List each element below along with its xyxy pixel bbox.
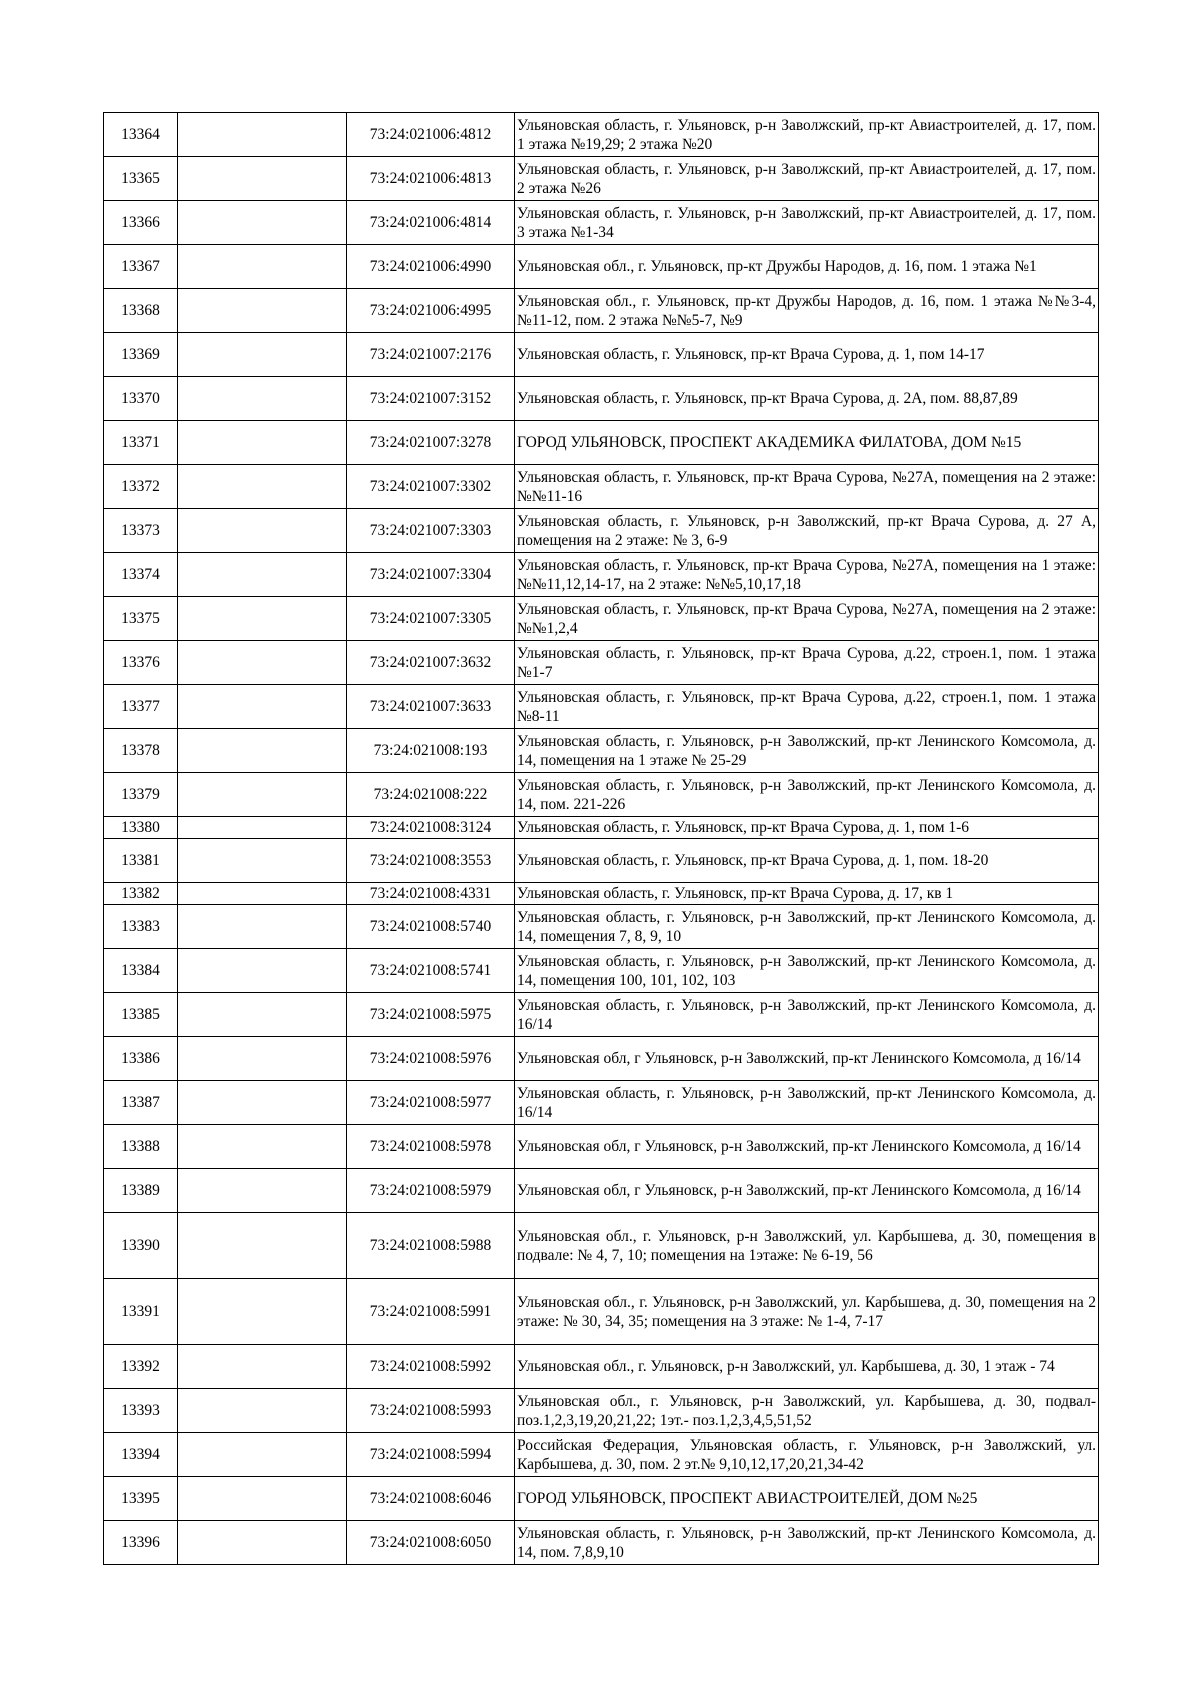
address: Ульяновская область, г. Ульяновск, пр-кт Врача Сурова, №27А, помещения на 1 этаже: №№11,12,14-17, на 2 этаже: №№5,10,17,18	[515, 553, 1099, 597]
cadastral-number: 73:24:021008:5988	[347, 1213, 515, 1279]
row-number: 13396	[104, 1521, 178, 1565]
cadastral-number: 73:24:021008:5991	[347, 1279, 515, 1345]
address: Ульяновская область, г. Ульяновск, р-н Заволжский, пр-кт Ленинского Комсомола, д. 16/14	[515, 1081, 1099, 1125]
empty-cell	[178, 421, 347, 465]
cadastral-number: 73:24:021008:3553	[347, 839, 515, 883]
address: Ульяновская обл., г. Ульяновск, пр-кт Дружбы Народов, д. 16, пом. 1 этажа №1	[515, 245, 1099, 289]
table-row	[104, 1037, 1099, 1081]
empty-cell	[178, 773, 347, 817]
row-number: 13371	[104, 421, 178, 465]
table-row	[104, 729, 1099, 773]
cadastral-number: 73:24:021008:6050	[347, 1521, 515, 1565]
table-row	[104, 1389, 1099, 1433]
table-row	[104, 1477, 1099, 1521]
table-row	[104, 685, 1099, 729]
table-row	[104, 421, 1099, 465]
table-row	[104, 817, 1099, 839]
cadastral-number: 73:24:021007:3305	[347, 597, 515, 641]
empty-cell	[178, 1125, 347, 1169]
row-number: 13382	[104, 883, 178, 905]
empty-cell	[178, 553, 347, 597]
table-row	[104, 157, 1099, 201]
empty-cell	[178, 201, 347, 245]
row-number: 13370	[104, 377, 178, 421]
row-number: 13391	[104, 1279, 178, 1345]
table-row	[104, 113, 1099, 157]
address: Ульяновская область, г. Ульяновск, р-н Заволжский, пр-кт Ленинского Комсомола, д. 14, пом. 221-226	[515, 773, 1099, 817]
address: Ульяновская обл, г Ульяновск, р-н Заволжский, пр-кт Ленинского Комсомола, д 16/14	[515, 1037, 1099, 1081]
row-number: 13373	[104, 509, 178, 553]
address: Ульяновская обл., г. Ульяновск, р-н Заволжский, ул. Карбышева, д. 30, подвал- поз.1,2,3,19,20,21,22; 1эт.- поз.1,2,3,4,5,51,52	[515, 1389, 1099, 1433]
address: ГОРОД УЛЬЯНОВСК, ПРОСПЕКТ АВИАСТРОИТЕЛЕЙ, ДОМ №25	[515, 1477, 1099, 1521]
row-number: 13377	[104, 685, 178, 729]
row-number: 13365	[104, 157, 178, 201]
address: Ульяновская область, г. Ульяновск, р-н Заволжский, пр-кт Авиастроителей, д. 17, пом. 2 этажа №26	[515, 157, 1099, 201]
cadastral-number: 73:24:021008:5740	[347, 905, 515, 949]
row-number: 13369	[104, 333, 178, 377]
cadastral-number: 73:24:021008:222	[347, 773, 515, 817]
row-number: 13388	[104, 1125, 178, 1169]
table-row	[104, 1279, 1099, 1345]
table-row	[104, 1169, 1099, 1213]
cadastral-number: 73:24:021007:3303	[347, 509, 515, 553]
table-row	[104, 1521, 1099, 1565]
row-number: 13374	[104, 553, 178, 597]
table-row	[104, 1433, 1099, 1477]
row-number: 13366	[104, 201, 178, 245]
table-row	[104, 773, 1099, 817]
table-row	[104, 905, 1099, 949]
address: Ульяновская область, г. Ульяновск, пр-кт Врача Сурова, д. 2А, пом. 88,87,89	[515, 377, 1099, 421]
row-number: 13395	[104, 1477, 178, 1521]
cadastral-number: 73:24:021008:4331	[347, 883, 515, 905]
empty-cell	[178, 993, 347, 1037]
address: Ульяновская область, г. Ульяновск, пр-кт Врача Сурова, д.22, строен.1, пом. 1 этажа №1-7	[515, 641, 1099, 685]
empty-cell	[178, 1279, 347, 1345]
cadastral-number: 73:24:021008:5975	[347, 993, 515, 1037]
address: Ульяновская область, г. Ульяновск, р-н Заволжский, пр-кт Ленинского Комсомола, д. 14, помещения 100, 101, 102, 103	[515, 949, 1099, 993]
cadastral-number: 73:24:021008:5741	[347, 949, 515, 993]
address: Ульяновская область, г. Ульяновск, р-н Заволжский, пр-кт Авиастроителей, д. 17, пом. 1 этажа №19,29; 2 этажа №20	[515, 113, 1099, 157]
empty-cell	[178, 817, 347, 839]
cadastral-number: 73:24:021006:4990	[347, 245, 515, 289]
table-row	[104, 1213, 1099, 1279]
row-number: 13376	[104, 641, 178, 685]
table-row	[104, 465, 1099, 509]
address: Ульяновская область, г. Ульяновск, р-н Заволжский, пр-кт Ленинского Комсомола, д. 14, помещения на 1 этаже № 25-29	[515, 729, 1099, 773]
empty-cell	[178, 1213, 347, 1279]
address: Ульяновская область, г. Ульяновск, р-н Заволжский, пр-кт Врача Сурова, д. 27 А, помещения на 2 этаже: № 3, 6-9	[515, 509, 1099, 553]
table-row	[104, 597, 1099, 641]
table-row	[104, 201, 1099, 245]
row-number: 13381	[104, 839, 178, 883]
row-number: 13367	[104, 245, 178, 289]
address: Ульяновская обл., г. Ульяновск, р-н Заволжский, ул. Карбышева, д. 30, помещения на 2 этаже: № 30, 34, 35; помещения на 3 этаже: № 1-4, 7-17	[515, 1279, 1099, 1345]
cadastral-number: 73:24:021008:5979	[347, 1169, 515, 1213]
cadastral-number: 73:24:021006:4814	[347, 201, 515, 245]
empty-cell	[178, 1477, 347, 1521]
row-number: 13364	[104, 113, 178, 157]
address: Ульяновская обл, г Ульяновск, р-н Заволжский, пр-кт Ленинского Комсомола, д 16/14	[515, 1169, 1099, 1213]
cadastral-number: 73:24:021006:4812	[347, 113, 515, 157]
row-number: 13380	[104, 817, 178, 839]
row-number: 13390	[104, 1213, 178, 1279]
row-number: 13372	[104, 465, 178, 509]
address: Ульяновская область, г. Ульяновск, пр-кт Врача Сурова, д.22, строен.1, пом. 1 этажа №8-11	[515, 685, 1099, 729]
row-number: 13378	[104, 729, 178, 773]
address: ГОРОД УЛЬЯНОВСК, ПРОСПЕКТ АКАДЕМИКА ФИЛАТОВА, ДОМ №15	[515, 421, 1099, 465]
table-row	[104, 509, 1099, 553]
table-row	[104, 993, 1099, 1037]
empty-cell	[178, 641, 347, 685]
table-row	[104, 377, 1099, 421]
table-row	[104, 1345, 1099, 1389]
empty-cell	[178, 1389, 347, 1433]
cadastral-number: 73:24:021006:4995	[347, 289, 515, 333]
empty-cell	[178, 1081, 347, 1125]
empty-cell	[178, 377, 347, 421]
empty-cell	[178, 1345, 347, 1389]
address: Ульяновская область, г. Ульяновск, пр-кт Врача Сурова, №27А, помещения на 2 этаже: №№1,2,4	[515, 597, 1099, 641]
cadastral-number: 73:24:021007:3633	[347, 685, 515, 729]
empty-cell	[178, 333, 347, 377]
address: Ульяновская область, г. Ульяновск, пр-кт Врача Сурова, д. 1, пом 14-17	[515, 333, 1099, 377]
cadastral-number: 73:24:021007:2176	[347, 333, 515, 377]
empty-cell	[178, 839, 347, 883]
row-number: 13393	[104, 1389, 178, 1433]
row-number: 13389	[104, 1169, 178, 1213]
address: Ульяновская область, г. Ульяновск, пр-кт Врача Сурова, д. 17, кв 1	[515, 883, 1099, 905]
address: Ульяновская область, г. Ульяновск, р-н Заволжский, пр-кт Авиастроителей, д. 17, пом. 3 этажа №1-34	[515, 201, 1099, 245]
empty-cell	[178, 289, 347, 333]
empty-cell	[178, 729, 347, 773]
table-row	[104, 949, 1099, 993]
cadastral-number: 73:24:021008:5993	[347, 1389, 515, 1433]
address: Ульяновская область, г. Ульяновск, р-н Заволжский, пр-кт Ленинского Комсомола, д. 16/14	[515, 993, 1099, 1037]
empty-cell	[178, 685, 347, 729]
table-row	[104, 289, 1099, 333]
empty-cell	[178, 1037, 347, 1081]
cadastral-number: 73:24:021007:3152	[347, 377, 515, 421]
address: Ульяновская обл., г. Ульяновск, р-н Заволжский, ул. Карбышева, д. 30, помещения в подвале: № 4, 7, 10; помещения на 1этаже: № 6-19, 56	[515, 1213, 1099, 1279]
row-number: 13394	[104, 1433, 178, 1477]
empty-cell	[178, 113, 347, 157]
address: Ульяновская обл, г Ульяновск, р-н Заволжский, пр-кт Ленинского Комсомола, д 16/14	[515, 1125, 1099, 1169]
row-number: 13385	[104, 993, 178, 1037]
cadastral-number: 73:24:021007:3632	[347, 641, 515, 685]
cadastral-number: 73:24:021007:3278	[347, 421, 515, 465]
cadastral-number: 73:24:021008:5978	[347, 1125, 515, 1169]
empty-cell	[178, 1521, 347, 1565]
address: Ульяновская область, г. Ульяновск, пр-кт Врача Сурова, д. 1, пом 1-6	[515, 817, 1099, 839]
empty-cell	[178, 509, 347, 553]
empty-cell	[178, 245, 347, 289]
empty-cell	[178, 1169, 347, 1213]
empty-cell	[178, 157, 347, 201]
cadastral-number: 73:24:021007:3304	[347, 553, 515, 597]
address: Ульяновская обл., г. Ульяновск, пр-кт Дружбы Народов, д. 16, пом. 1 этажа №№3-4, №11-12, пом. 2 этажа №№5-7, №9	[515, 289, 1099, 333]
cadastral-number: 73:24:021008:5977	[347, 1081, 515, 1125]
cadastral-number: 73:24:021008:5992	[347, 1345, 515, 1389]
property-table	[103, 112, 1099, 1565]
row-number: 13387	[104, 1081, 178, 1125]
row-number: 13392	[104, 1345, 178, 1389]
empty-cell	[178, 905, 347, 949]
table-row	[104, 553, 1099, 597]
address: Ульяновская обл., г. Ульяновск, р-н Заволжский, ул. Карбышева, д. 30, 1 этаж - 74	[515, 1345, 1099, 1389]
table-row	[104, 1081, 1099, 1125]
row-number: 13386	[104, 1037, 178, 1081]
table-body	[104, 113, 1099, 1565]
address: Ульяновская область, г. Ульяновск, р-н Заволжский, пр-кт Ленинского Комсомола, д. 14, пом. 7,8,9,10	[515, 1521, 1099, 1565]
empty-cell	[178, 949, 347, 993]
row-number: 13383	[104, 905, 178, 949]
table-row	[104, 641, 1099, 685]
cadastral-number: 73:24:021007:3302	[347, 465, 515, 509]
empty-cell	[178, 597, 347, 641]
cadastral-number: 73:24:021008:193	[347, 729, 515, 773]
cadastral-number: 73:24:021008:5994	[347, 1433, 515, 1477]
table-row	[104, 1125, 1099, 1169]
table-row	[104, 333, 1099, 377]
address: Российская Федерация, Ульяновская область, г. Ульяновск, р-н Заволжский, ул. Карбышева, д. 30, пом. 2 эт.№ 9,10,12,17,20,21,34-42	[515, 1433, 1099, 1477]
cadastral-number: 73:24:021006:4813	[347, 157, 515, 201]
cadastral-number: 73:24:021008:3124	[347, 817, 515, 839]
empty-cell	[178, 883, 347, 905]
row-number: 13384	[104, 949, 178, 993]
row-number: 13379	[104, 773, 178, 817]
row-number: 13375	[104, 597, 178, 641]
address: Ульяновская область, г. Ульяновск, пр-кт Врача Сурова, №27А, помещения на 2 этаже: №№11-16	[515, 465, 1099, 509]
table-row	[104, 883, 1099, 905]
address: Ульяновская область, г. Ульяновск, р-н Заволжский, пр-кт Ленинского Комсомола, д. 14, помещения 7, 8, 9, 10	[515, 905, 1099, 949]
cadastral-number: 73:24:021008:5976	[347, 1037, 515, 1081]
table-row	[104, 839, 1099, 883]
empty-cell	[178, 1433, 347, 1477]
table-row	[104, 245, 1099, 289]
cadastral-number: 73:24:021008:6046	[347, 1477, 515, 1521]
row-number: 13368	[104, 289, 178, 333]
address: Ульяновская область, г. Ульяновск, пр-кт Врача Сурова, д. 1, пом. 18-20	[515, 839, 1099, 883]
empty-cell	[178, 465, 347, 509]
